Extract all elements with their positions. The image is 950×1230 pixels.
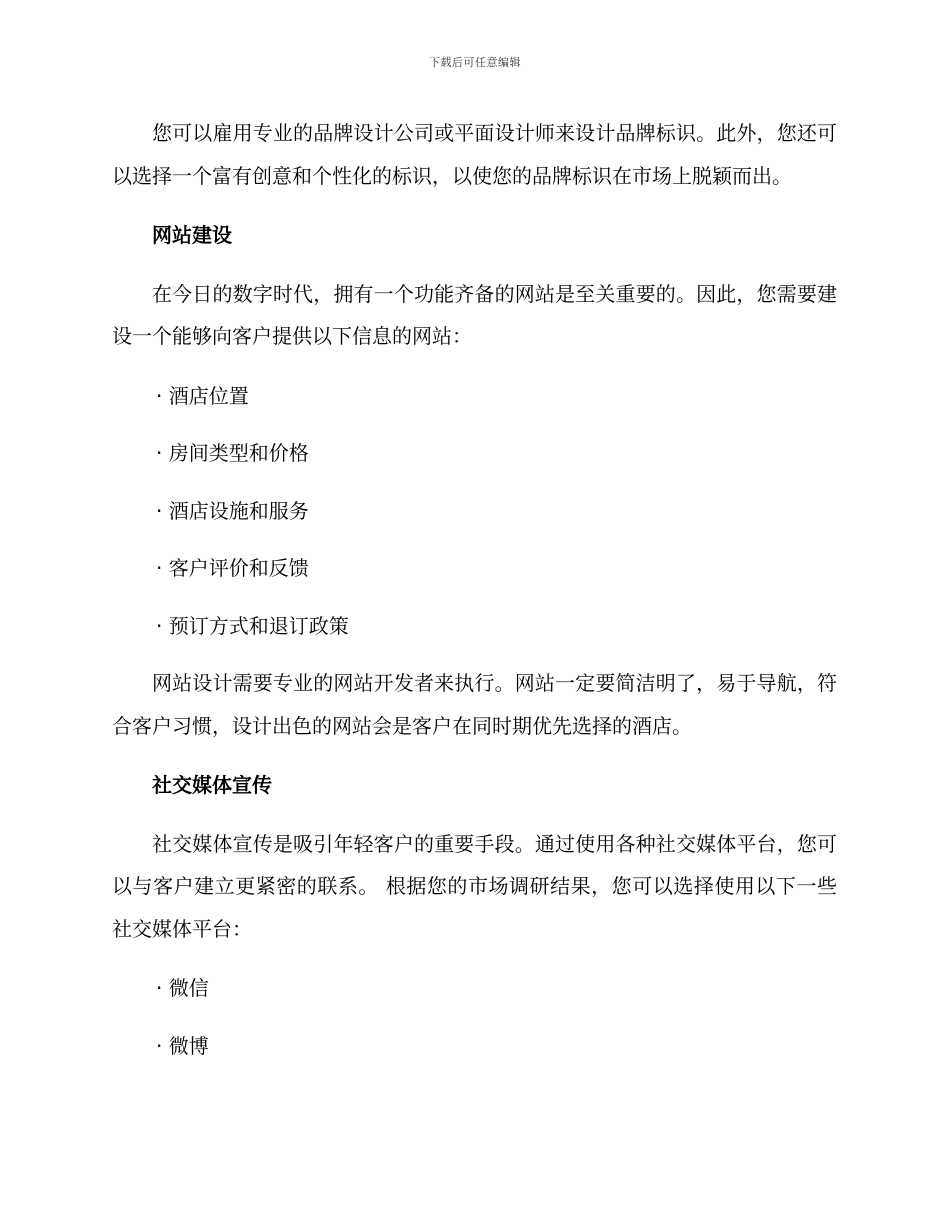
document-body: [112, 112, 837, 1082]
list-item: · 房间类型和价格: [156, 441, 309, 465]
section-heading-social: 社交媒体宣传: [152, 773, 272, 797]
list-item: · 客户评价和反馈: [156, 556, 309, 580]
page-header: 下载后可任意编辑: [429, 56, 521, 69]
list-item: · 微信: [156, 976, 209, 1000]
section-heading-website: 网站建设: [152, 223, 232, 247]
social-paragraph: 社交媒体宣传是吸引年轻客户的重要手段。通过使用各种社交媒体平台，您可以与客户建立更紧密的联系。 根据您的市场调研结果，您可以选择使用以下一些社交媒体平台：: [112, 831, 837, 941]
website-design-paragraph: 网站设计需要专业的网站开发者来执行。网站一定要简洁明了，易于导航，符合客户习惯，设计出色的网站会是客户在同时期优先选择的酒店。: [112, 671, 837, 738]
list-item: · 酒店位置: [156, 383, 249, 408]
list-item: · 微博: [156, 1033, 209, 1058]
website-paragraph: 在今日的数字时代，拥有一个功能齐备的网站是至关重要的。因此，您需要建设一个能够向客户提供以下信息的网站：: [112, 281, 837, 348]
intro-paragraph: 您可以雇用专业的品牌设计公司或平面设计师来设计品牌标识。此外，您还可以选择一个富有创意和个性化的标识，以使您的品牌标识在市场上脱颖而出。: [112, 121, 837, 188]
list-item: · 酒店设施和服务: [156, 498, 309, 523]
list-item: · 预订方式和退订政策: [156, 613, 349, 638]
